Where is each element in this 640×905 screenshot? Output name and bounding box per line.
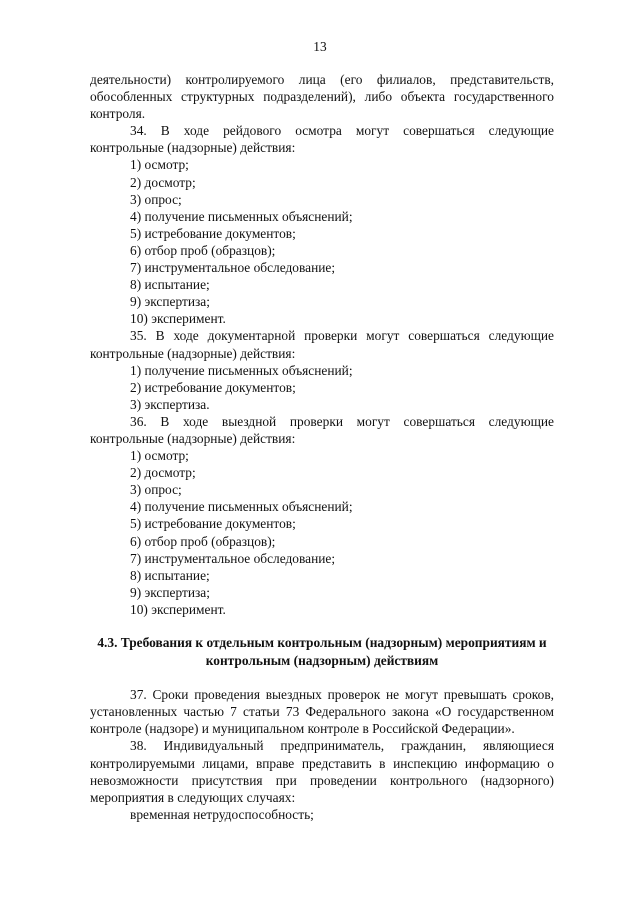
spacer xyxy=(90,669,554,686)
list-item: 6) отбор проб (образцов); xyxy=(130,242,276,258)
continued-paragraph: деятельности) контролируемого лица (его филиалов, представительств, обособленных структурных подразделений), либо объекта государственного контроля. xyxy=(90,72,554,122)
list-item: 5) истребование документов; xyxy=(130,516,296,532)
list-item: 8) испытание; xyxy=(130,277,210,293)
list-item: 8) испытание; xyxy=(130,567,210,583)
page-number: 13 xyxy=(313,39,327,54)
list-35 xyxy=(90,362,554,413)
list-item: 3) опрос; xyxy=(130,482,182,498)
document-body xyxy=(90,71,554,823)
section-heading: 4.3. Требования к отдельным контрольным (надзорным) мероприятиям и контрольным (надзорным) действиям xyxy=(97,635,547,668)
list-item: 5) истребование документов; xyxy=(130,225,296,241)
list-item: 9) экспертиза; xyxy=(130,294,210,310)
list-item: 1) осмотр; xyxy=(130,157,189,173)
list-item: 2) досмотр; xyxy=(130,465,196,481)
list-item: 1) получение письменных объяснений; xyxy=(130,362,353,378)
list-item: 3) опрос; xyxy=(130,191,182,207)
list-item: 7) инструментальное обследование; xyxy=(130,260,336,276)
list-item: 7) инструментальное обследование; xyxy=(130,550,336,566)
paragraph-34: 34. В ходе рейдового осмотра могут совершаться следующие контрольные (надзорные) действия: xyxy=(90,123,554,156)
list-item: 4) получение письменных объяснений; xyxy=(130,208,353,224)
list-item: 1) осмотр; xyxy=(130,448,189,464)
list-36 xyxy=(90,447,554,618)
list-item: 9) экспертиза; xyxy=(130,584,210,600)
list-item: 3) экспертиза. xyxy=(130,396,210,412)
paragraph-35: 35. В ходе документарной проверки могут совершаться следующие контрольные (надзорные) действия: xyxy=(90,328,554,361)
paragraph-38: 38. Индивидуальный предприниматель, гражданин, являющиеся контролируемыми лицами, вправе представить в инспекцию информацию о невозможности присутствия при проведении контрольного (надзорного) мероприятия в следующих случаях: xyxy=(90,738,554,805)
list-item: 2) досмотр; xyxy=(130,174,196,190)
list-item: 2) истребование документов; xyxy=(130,379,296,395)
list-34 xyxy=(90,156,554,327)
list-item: 10) эксперимент. xyxy=(130,311,226,327)
paragraph-37: 37. Сроки проведения выездных проверок не могут превышать сроков, установленных частью 7 статьи 73 Федерального закона «О государственном контроле (надзоре) и муниципальном контроле в Российской Федерации». xyxy=(90,687,554,737)
list-item: 6) отбор проб (образцов); xyxy=(130,533,276,549)
list-item: 10) эксперимент. xyxy=(130,601,226,617)
paragraph-36: 36. В ходе выездной проверки могут совершаться следующие контрольные (надзорные) действия: xyxy=(90,413,554,446)
list-item: временная нетрудоспособность; xyxy=(130,806,314,822)
list-item: 4) получение письменных объяснений; xyxy=(130,499,353,515)
